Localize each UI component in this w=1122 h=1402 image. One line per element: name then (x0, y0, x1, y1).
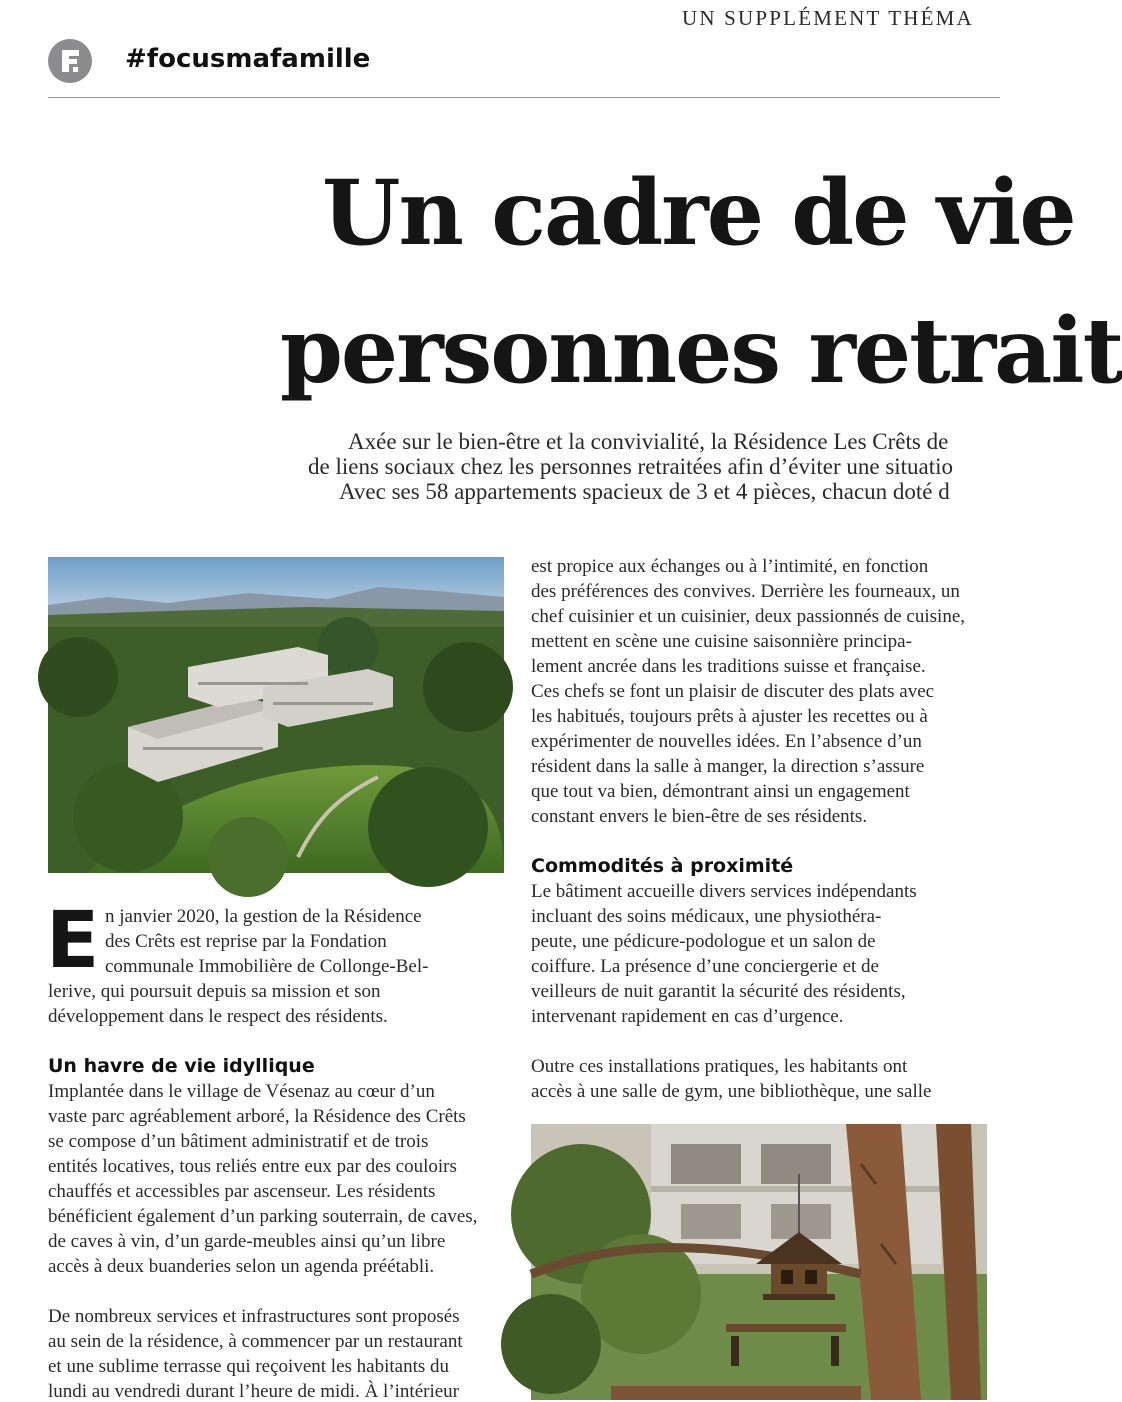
body-line: accès à deux buanderies selon un agenda préétabli. (48, 1256, 435, 1277)
body-line: entités locatives, tous reliés entre eux par des couloirs (48, 1156, 457, 1177)
supplement-label: UN SUPPLÉMENT THÉMA (682, 6, 974, 30)
body-line: Ces chefs se font un plaisir de discuter des plats avec (531, 681, 935, 702)
body-line: chef cuisinier et un cuisinier, deux passionnés de cuisine, (531, 606, 966, 627)
body-line: lerive, qui poursuit depuis sa mission et son (48, 981, 381, 1002)
body-line: lement ancrée dans les traditions suisse et française. (531, 656, 926, 677)
lead-line: de liens sociaux chez les personnes retraitées afin d’éviter une situatio (308, 454, 954, 479)
body-line: De nombreux services et infrastructures sont proposés (48, 1306, 460, 1327)
body-line: au sein de la résidence, à commencer par un restaurant (48, 1331, 463, 1352)
lead-line: Avec ses 58 appartements spacieux de 3 et 4 pièces, chacun doté d (339, 479, 950, 504)
body-line: et une sublime terrasse qui reçoivent les habitants du (48, 1356, 449, 1377)
body-line: les habitués, toujours prêts à ajuster les recettes ou à (531, 706, 928, 727)
body-line: vaste parc agréablement arboré, la Résidence des Crêts (48, 1106, 466, 1127)
header-divider (48, 97, 1000, 98)
body-line: n janvier 2020, la gestion de la Résidence (105, 906, 422, 927)
body-line: communale Immobilière de Collonge-Bel- (105, 956, 429, 977)
lead-line: Axée sur le bien-être et la convivialité, la Résidence Les Crêts de (348, 429, 949, 454)
body-line: chauffés et accessibles par ascenseur. Les résidents (48, 1181, 436, 1202)
body-line: des Crêts est reprise par la Fondation (105, 931, 387, 952)
body-line: veilleurs de nuit garantit la sécurité des résidents, (531, 981, 906, 1002)
hashtag-label: #focusmafamille (125, 44, 371, 74)
residence-aerial-photo (48, 557, 504, 873)
body-line: que tout va bien, démontrant ainsi un engagement (531, 781, 910, 802)
body-line: Implantée dans le village de Vésenaz au cœur d’un (48, 1081, 435, 1102)
garden-birdhouse-photo (531, 1124, 987, 1400)
body-line: mettent en scène une cuisine saisonnière principa- (531, 631, 912, 652)
headline-line-1: Un cadre de vie (322, 160, 1075, 266)
body-line: se compose d’un bâtiment administratif et de trois (48, 1131, 429, 1152)
body-line: des préférences des convives. Derrière les fourneaux, un (531, 581, 960, 602)
body-line: peute, une pédicure-podologue et un salon de (531, 931, 876, 952)
body-line: Le bâtiment accueille divers services indépendants (531, 881, 917, 902)
body-line: coiffure. La présence d’une conciergerie et de (531, 956, 879, 977)
body-line: lundi au vendredi durant l’heure de midi. À l’intérieur (48, 1381, 460, 1402)
body-line: intervenant rapidement en cas d’urgence. (531, 1006, 844, 1027)
subhead-havre: Un havre de vie idyllique (48, 1055, 315, 1077)
body-line: Outre ces installations pratiques, les habitants ont (531, 1056, 908, 1077)
subhead-commodites: Commodités à proximité (531, 855, 794, 877)
drop-cap: E (46, 896, 100, 986)
body-line: constant envers le bien-être de ses résidents. (531, 806, 868, 827)
body-line: développement dans le respect des résidents. (48, 1006, 388, 1027)
body-line: incluant des soins médicaux, une physiothéra- (531, 906, 882, 927)
focus-logo-icon (48, 39, 92, 83)
body-line: de caves à vin, d’un garde-meubles ainsi qu’un libre (48, 1231, 446, 1252)
headline-line-2: personnes retrait (280, 298, 1122, 404)
body-line: accès à une salle de gym, une bibliothèque, une salle (531, 1081, 932, 1102)
body-line: résident dans la salle à manger, la direction s’assure (531, 756, 925, 777)
body-line: est propice aux échanges ou à l’intimité, en fonction (531, 556, 929, 577)
body-line: expérimenter de nouvelles idées. En l’absence d’un (531, 731, 922, 752)
body-line: bénéficient également d’un parking souterrain, de caves, (48, 1206, 478, 1227)
